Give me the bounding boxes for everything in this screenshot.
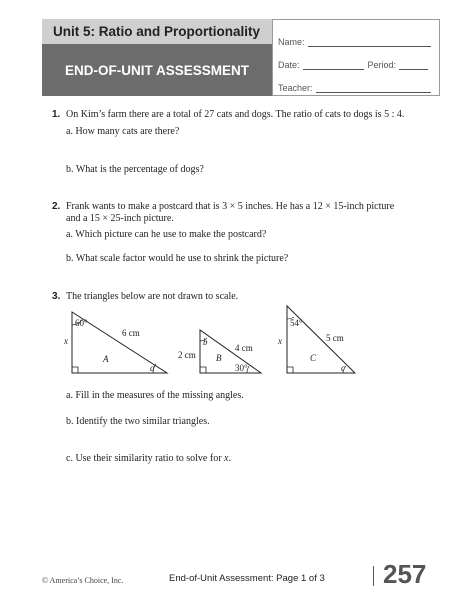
triangle-c-side-x: x — [278, 336, 282, 346]
triangle-c-corner: c — [341, 363, 345, 373]
assessment-title: END-OF-UNIT ASSESSMENT — [42, 44, 272, 96]
copyright: © America’s Choice, Inc. — [42, 576, 124, 585]
triangle-b-side: 2 cm — [178, 350, 196, 360]
q1-number: 1. — [52, 109, 61, 120]
unit-title: Unit 5: Ratio and Proportionality — [42, 19, 272, 44]
q1a-text: a. How many cats are there? — [66, 126, 180, 137]
name-label: Name: — [278, 37, 305, 47]
triangle-b-angle-b: b — [203, 337, 208, 347]
date-label: Date: — [278, 60, 300, 70]
q1-text: On Kim’s farm there are a total of 27 cats and dogs. The ratio of cats to dogs is 5 : 4. — [66, 109, 405, 120]
q3b-text: b. Identify the two similar triangles. — [66, 416, 210, 427]
q3c-text: c. Use their similarity ratio to solve for x. — [66, 453, 231, 464]
period-label: Period: — [367, 60, 397, 70]
triangle-b-right-angle — [200, 367, 206, 373]
triangle-c-angle: 54° — [290, 318, 303, 328]
q3-text: The triangles below are not drawn to scale. — [66, 291, 239, 302]
triangle-a-side-x: x — [64, 336, 68, 346]
q1b-text: b. What is the percentage of dogs? — [66, 164, 204, 175]
triangle-c-right-angle — [287, 367, 293, 373]
triangle-c-name: C — [310, 353, 317, 363]
triangle-b-name: B — [216, 353, 222, 363]
q2-number: 2. — [52, 201, 61, 212]
triangle-a-name: A — [103, 354, 109, 364]
q2b-text: b. What scale factor would he use to shrink the picture? — [66, 253, 289, 264]
q2a-text: a. Which picture can he use to make the postcard? — [66, 229, 267, 240]
triangle-a-hyp: 6 cm — [122, 328, 140, 338]
triangle-a-angle: 60° — [75, 318, 88, 328]
page-number: 257 — [383, 559, 427, 589]
q3a-text: a. Fill in the measures of the missing angles. — [66, 390, 244, 401]
triangle-b-hyp: 4 cm — [235, 343, 253, 353]
triangle-b-angle: 30° — [235, 363, 248, 373]
triangle-a-right-angle — [72, 367, 78, 373]
teacher-label: Teacher: — [278, 83, 313, 93]
q2-text-line2: and a 15 × 25-inch picture. — [66, 213, 174, 224]
triangle-c-hyp: 5 cm — [326, 333, 344, 343]
triangle-a-corner: a — [150, 363, 155, 373]
q3-number: 3. — [52, 291, 61, 302]
q2-text-line1: Frank wants to make a postcard that is 3 × 5 inches. He has a 12 × 15-inch picture — [66, 201, 395, 212]
page-label: End-of-Unit Assessment: Page 1 of 3 — [169, 573, 325, 584]
footer-divider — [373, 566, 374, 586]
